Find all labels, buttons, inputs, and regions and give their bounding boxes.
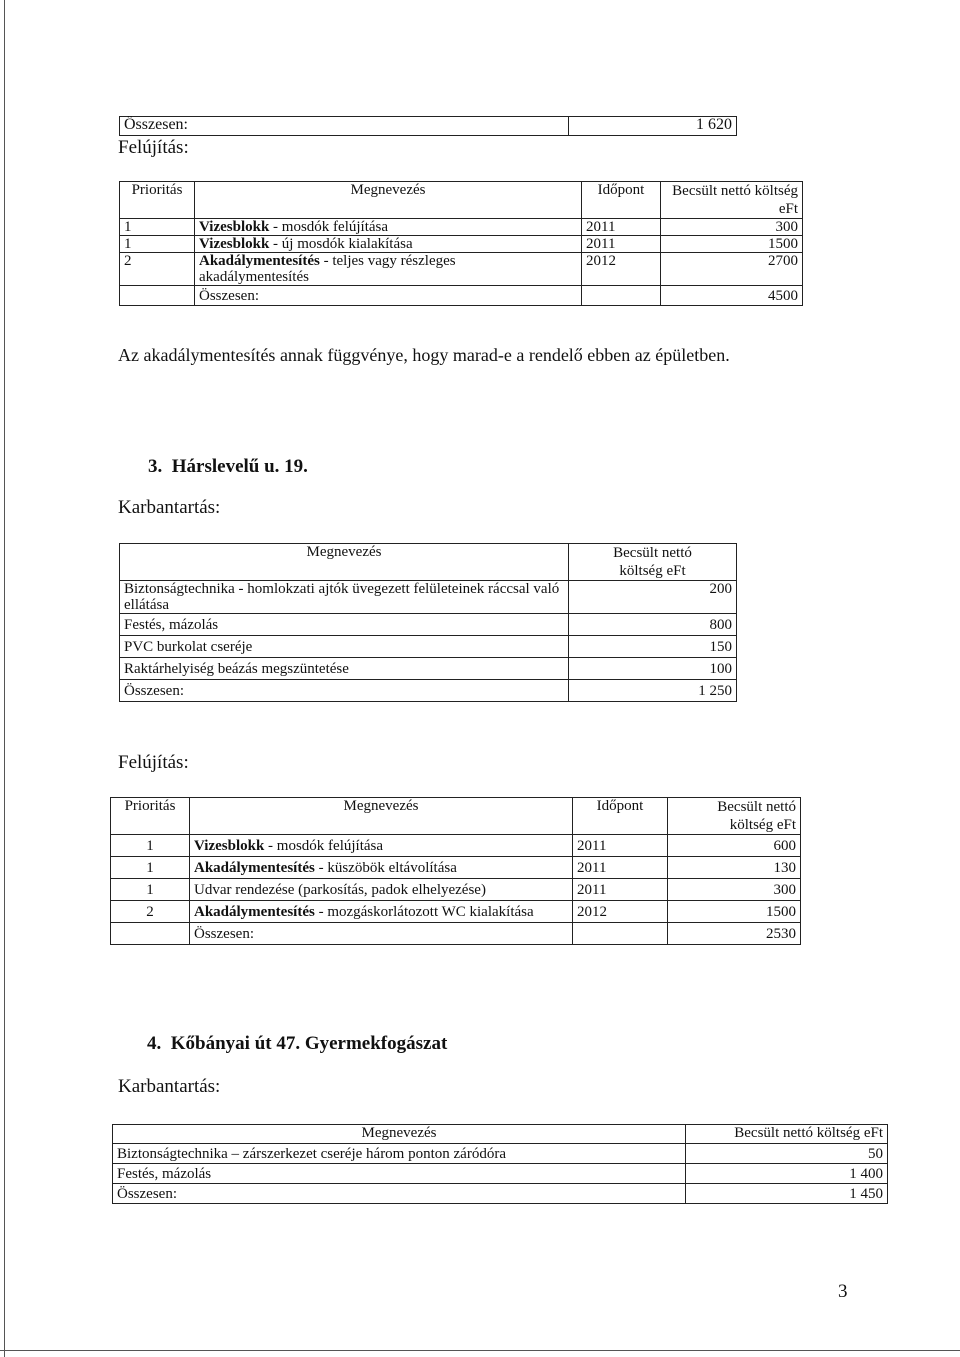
section2-renovation-label: Felújítás: bbox=[118, 137, 189, 158]
total-value: 4500 bbox=[661, 286, 803, 306]
section4-heading: 4. Kőbányai út 47. Gyermekfogászat bbox=[147, 1033, 448, 1054]
cell-cost: 300 bbox=[661, 219, 803, 236]
total-value: 1 450 bbox=[686, 1184, 888, 1204]
col-header-name: Megnevezés bbox=[190, 798, 573, 835]
cell-empty bbox=[111, 923, 190, 945]
cell-cost: 100 bbox=[569, 658, 737, 680]
cell-time: 2011 bbox=[573, 879, 668, 901]
table-header-row bbox=[120, 544, 737, 581]
cell-time: 2011 bbox=[582, 236, 661, 253]
table-total-row bbox=[111, 923, 801, 945]
total-label: Összesen: bbox=[190, 923, 573, 945]
table-row bbox=[120, 219, 803, 236]
cell-empty bbox=[120, 286, 195, 306]
table-row bbox=[111, 879, 801, 901]
table-row bbox=[113, 1164, 888, 1184]
total-value: 1 250 bbox=[569, 680, 737, 702]
table-total-row bbox=[113, 1184, 888, 1204]
cell-priority: 1 bbox=[111, 857, 190, 879]
table-total-row bbox=[120, 680, 737, 702]
table-row bbox=[120, 581, 737, 614]
table-header-row bbox=[111, 798, 801, 835]
cell-name: Festés, mázolás bbox=[120, 614, 569, 636]
cell-name: PVC burkolat cseréje bbox=[120, 636, 569, 658]
cell-name: Biztonságtechnika – zárszerkezet cseréje három ponton záródóra bbox=[113, 1144, 686, 1164]
cell-cost: 300 bbox=[668, 879, 801, 901]
col-header-priority: Prioritás bbox=[111, 798, 190, 835]
cell-name: Biztonságtechnika - homlokzati ajtók üvegezett felületeinek ráccsal való ellátása bbox=[120, 581, 569, 614]
table-total-row bbox=[120, 286, 803, 306]
maintenance-table-section3 bbox=[119, 543, 737, 702]
cell-time: 2011 bbox=[573, 857, 668, 879]
total-value: 2530 bbox=[668, 923, 801, 945]
page-number: 3 bbox=[838, 1281, 848, 1302]
cell-name: Akadálymentesítés - teljes vagy részleges akadálymentesítés bbox=[195, 253, 582, 286]
col-header-cost: Becsült nettó költség eFt bbox=[668, 798, 801, 835]
col-header-priority: Prioritás bbox=[120, 182, 195, 219]
cell-time: 2012 bbox=[573, 901, 668, 923]
table-row bbox=[111, 901, 801, 923]
table-row bbox=[120, 614, 737, 636]
cell-name: Vizesblokk - mosdók felújítása bbox=[190, 835, 573, 857]
col-header-name: Megnevezés bbox=[113, 1125, 686, 1144]
col-header-cost: Becsült nettó költség eFt bbox=[661, 182, 803, 219]
cell-cost: 1 400 bbox=[686, 1164, 888, 1184]
top-total-label: Összesen: bbox=[120, 117, 569, 136]
table-row bbox=[120, 658, 737, 680]
cell-name: Raktárhelyiség beázás megszüntetése bbox=[120, 658, 569, 680]
cell-priority: 1 bbox=[120, 219, 195, 236]
col-header-cost: Becsült nettó költség eFt bbox=[569, 544, 737, 581]
col-header-name: Megnevezés bbox=[120, 544, 569, 581]
col-header-time: Időpont bbox=[573, 798, 668, 835]
cell-name: Udvar rendezése (parkosítás, padok elhelyezése) bbox=[190, 879, 573, 901]
top-total-value: 1 620 bbox=[569, 117, 737, 136]
total-label: Összesen: bbox=[113, 1184, 686, 1204]
cell-cost: 150 bbox=[569, 636, 737, 658]
cell-cost: 2700 bbox=[661, 253, 803, 286]
section3-maintenance-label: Karbantartás: bbox=[118, 497, 221, 518]
cell-empty bbox=[573, 923, 668, 945]
section4-maintenance-label: Karbantartás: bbox=[118, 1076, 221, 1097]
top-total-table bbox=[119, 116, 737, 136]
section3-heading: 3. Hárslevelű u. 19. bbox=[148, 456, 308, 477]
table-row bbox=[120, 636, 737, 658]
col-header-cost: Becsült nettó költség eFt bbox=[686, 1125, 888, 1144]
cell-priority: 1 bbox=[120, 236, 195, 253]
cell-priority: 2 bbox=[111, 901, 190, 923]
table-row bbox=[111, 857, 801, 879]
section3-renovation-label: Felújítás: bbox=[118, 752, 189, 773]
cell-priority: 2 bbox=[120, 253, 195, 286]
table-row bbox=[120, 236, 803, 253]
cell-name: Akadálymentesítés - mozgáskorlátozott WC kialakítása bbox=[190, 901, 573, 923]
cell-time: 2012 bbox=[582, 253, 661, 286]
col-header-time: Időpont bbox=[582, 182, 661, 219]
cell-name: Vizesblokk - új mosdók kialakítása bbox=[195, 236, 582, 253]
table-row bbox=[120, 253, 803, 286]
table-header-row bbox=[113, 1125, 888, 1144]
cell-cost: 130 bbox=[668, 857, 801, 879]
table-row bbox=[113, 1144, 888, 1164]
maintenance-table-section4 bbox=[112, 1124, 888, 1204]
cell-name: Festés, mázolás bbox=[113, 1164, 686, 1184]
table-header-row bbox=[120, 182, 803, 219]
cell-cost: 1500 bbox=[661, 236, 803, 253]
renovation-table-section2 bbox=[119, 181, 803, 306]
cell-priority: 1 bbox=[111, 879, 190, 901]
cell-time: 2011 bbox=[573, 835, 668, 857]
cell-cost: 1500 bbox=[668, 901, 801, 923]
cell-cost: 600 bbox=[668, 835, 801, 857]
cell-empty bbox=[582, 286, 661, 306]
total-label: Összesen: bbox=[195, 286, 582, 306]
renovation-table-section3 bbox=[110, 797, 801, 945]
total-label: Összesen: bbox=[120, 680, 569, 702]
page-bottom-rule bbox=[0, 1350, 960, 1351]
cell-cost: 200 bbox=[569, 581, 737, 614]
accessibility-note: Az akadálymentesítés annak függvénye, hogy marad-e a rendelő ebben az épületben. bbox=[118, 345, 730, 365]
scan-edge-line bbox=[4, 0, 5, 1357]
cell-time: 2011 bbox=[582, 219, 661, 236]
cell-name: Akadálymentesítés - küszöbök eltávolítása bbox=[190, 857, 573, 879]
col-header-name: Megnevezés bbox=[195, 182, 582, 219]
table-row bbox=[111, 835, 801, 857]
cell-priority: 1 bbox=[111, 835, 190, 857]
cell-cost: 50 bbox=[686, 1144, 888, 1164]
cell-name: Vizesblokk - mosdók felújítása bbox=[195, 219, 582, 236]
cell-cost: 800 bbox=[569, 614, 737, 636]
